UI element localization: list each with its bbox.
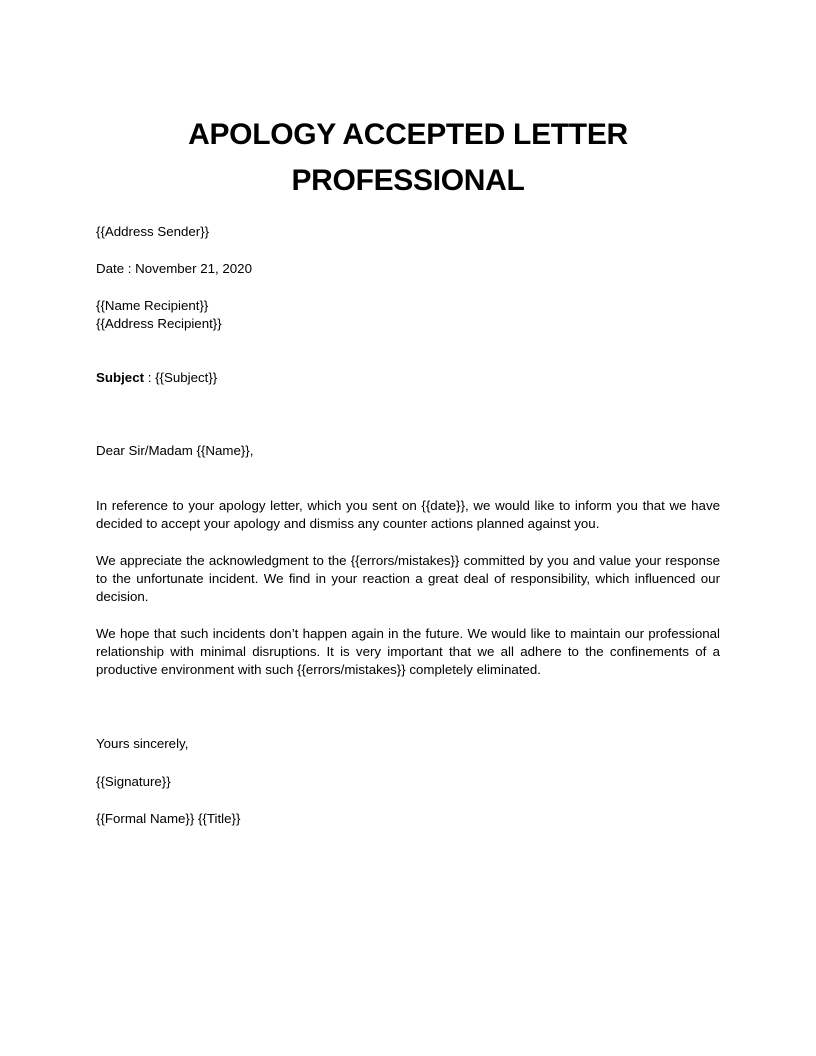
recipient-name: {{Name Recipient}} xyxy=(96,298,209,313)
subject-value: : {{Subject}} xyxy=(144,370,218,385)
sender-address-text: {{Address Sender}} xyxy=(96,224,210,239)
recipient-address: {{Address Recipient}} xyxy=(96,316,222,331)
signature xyxy=(96,773,720,791)
sender-address xyxy=(96,223,720,241)
subject-label: Subject xyxy=(96,370,145,385)
closing xyxy=(96,735,720,753)
paragraph-text: We hope that such incidents don’t happen again in the future. We would like to maintain our professional relationship with minimal disruptions. It is very important that we all adhere to the confinements of a productive environment with such {{errors/mistakes}} completely eliminated. xyxy=(96,626,720,677)
date-block xyxy=(96,260,720,278)
signature-text: {{Signature}} xyxy=(96,774,171,789)
title-line-1: APOLOGY ACCEPTED LETTER xyxy=(188,118,628,151)
closing-text: Yours sincerely, xyxy=(96,736,189,751)
subject-line xyxy=(96,369,720,387)
formal-name-title-text: {{Formal Name}} {{Title}} xyxy=(96,811,241,826)
salutation-text: Dear Sir/Madam {{Name}}, xyxy=(96,443,254,458)
recipient-block xyxy=(96,297,720,333)
salutation xyxy=(96,442,720,460)
body-paragraph-3 xyxy=(96,625,720,679)
body-paragraph-2 xyxy=(96,552,720,606)
paragraph-text: In reference to your apology letter, which you sent on {{date}}, we would like to inform you that we have decided to accept your apology and dismiss any counter actions planned against you. xyxy=(96,498,720,531)
title-line-2: PROFESSIONAL xyxy=(291,164,525,197)
date-text: Date : November 21, 2020 xyxy=(96,261,252,276)
body-paragraph-1 xyxy=(96,497,720,533)
paragraph-text: We appreciate the acknowledgment to the {{errors/mistakes}} committed by you and value your response to the unfortunate incident. We find in your reaction a great deal of responsibility, which influenced our decision. xyxy=(96,553,720,604)
formal-name-title xyxy=(96,810,720,828)
document-title xyxy=(0,112,816,204)
